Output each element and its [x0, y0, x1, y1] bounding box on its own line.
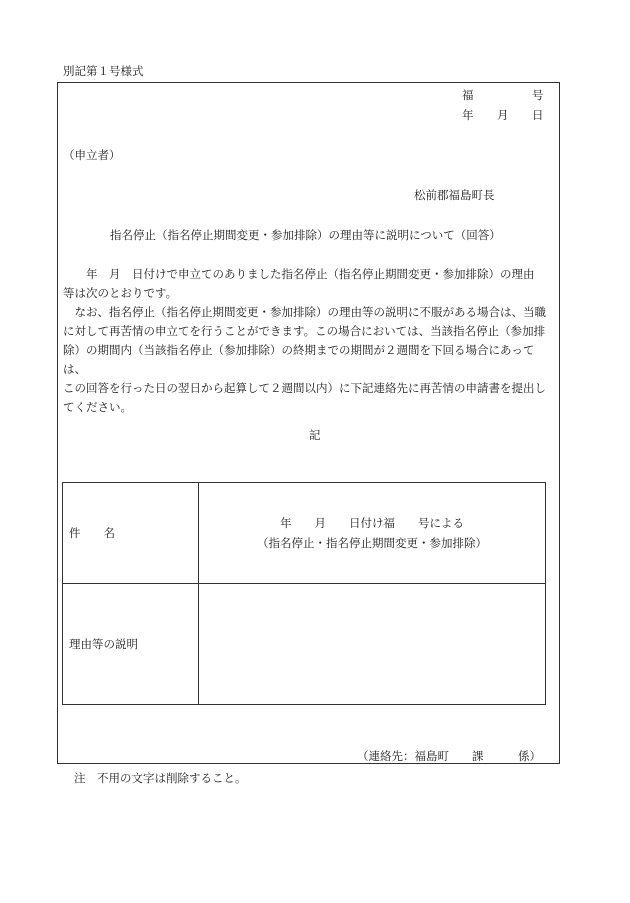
note: 注 不用の文字は削除すること。 [74, 771, 247, 785]
form-id: 別記第１号様式 [63, 64, 144, 78]
subject-value-line1: 年 月 日付け福 号による [280, 516, 464, 530]
reason-label: 理由等の説明 [63, 584, 199, 705]
body-line: 等は次のとおりです。 [63, 286, 178, 300]
document-title: 指名停止（指名停止期間変更・参加排除）の理由等に説明について（回答） [110, 228, 501, 242]
number-suffix: 号 [532, 88, 544, 102]
body-paragraph-2 [63, 303, 555, 417]
subject-value [199, 483, 546, 584]
body-line: なお、指名停止（指名停止期間変更・参加排除）の理由等の説明に不服がある場合は、当職 [63, 305, 546, 319]
number-prefix: 福 [462, 88, 474, 102]
body-line: 年 月 日付けで申立てのありました指名停止（指名停止期間変更・参加排除）の理由 [63, 267, 535, 281]
body-line: この回答を行った日の翌日から起算して２週間以内）に下記連絡先に再苦情の申請書を提出し [63, 381, 546, 395]
detail-table [62, 482, 546, 705]
body-line: てください。 [63, 400, 132, 414]
reason-value [199, 584, 546, 705]
table-row [63, 584, 546, 705]
body-paragraph-1 [63, 265, 555, 303]
applicant-label: （申立者） [63, 148, 121, 162]
body-line: に対して再苦情の申立てを行うことができます。この場合においては、当該指名停止（参加排 [63, 324, 546, 338]
subject-value-line2: （指名停止・指名停止期間変更・参加排除） [257, 536, 487, 550]
table-row [63, 483, 546, 584]
contact-info: （連絡先：福島町 課 係） [357, 749, 541, 763]
date-year: 年 [462, 108, 474, 122]
issuer: 松前郡福島町長 [414, 188, 495, 202]
date-day: 日 [532, 108, 544, 122]
subject-label: 件 名 [63, 483, 199, 584]
body-line: 除）の期間内（当該指名停止（参加排除）の終期までの期間が２週間を下回る場合にあっては、 [63, 343, 535, 376]
date-month: 月 [497, 108, 509, 122]
ki-heading: 記 [309, 428, 321, 442]
